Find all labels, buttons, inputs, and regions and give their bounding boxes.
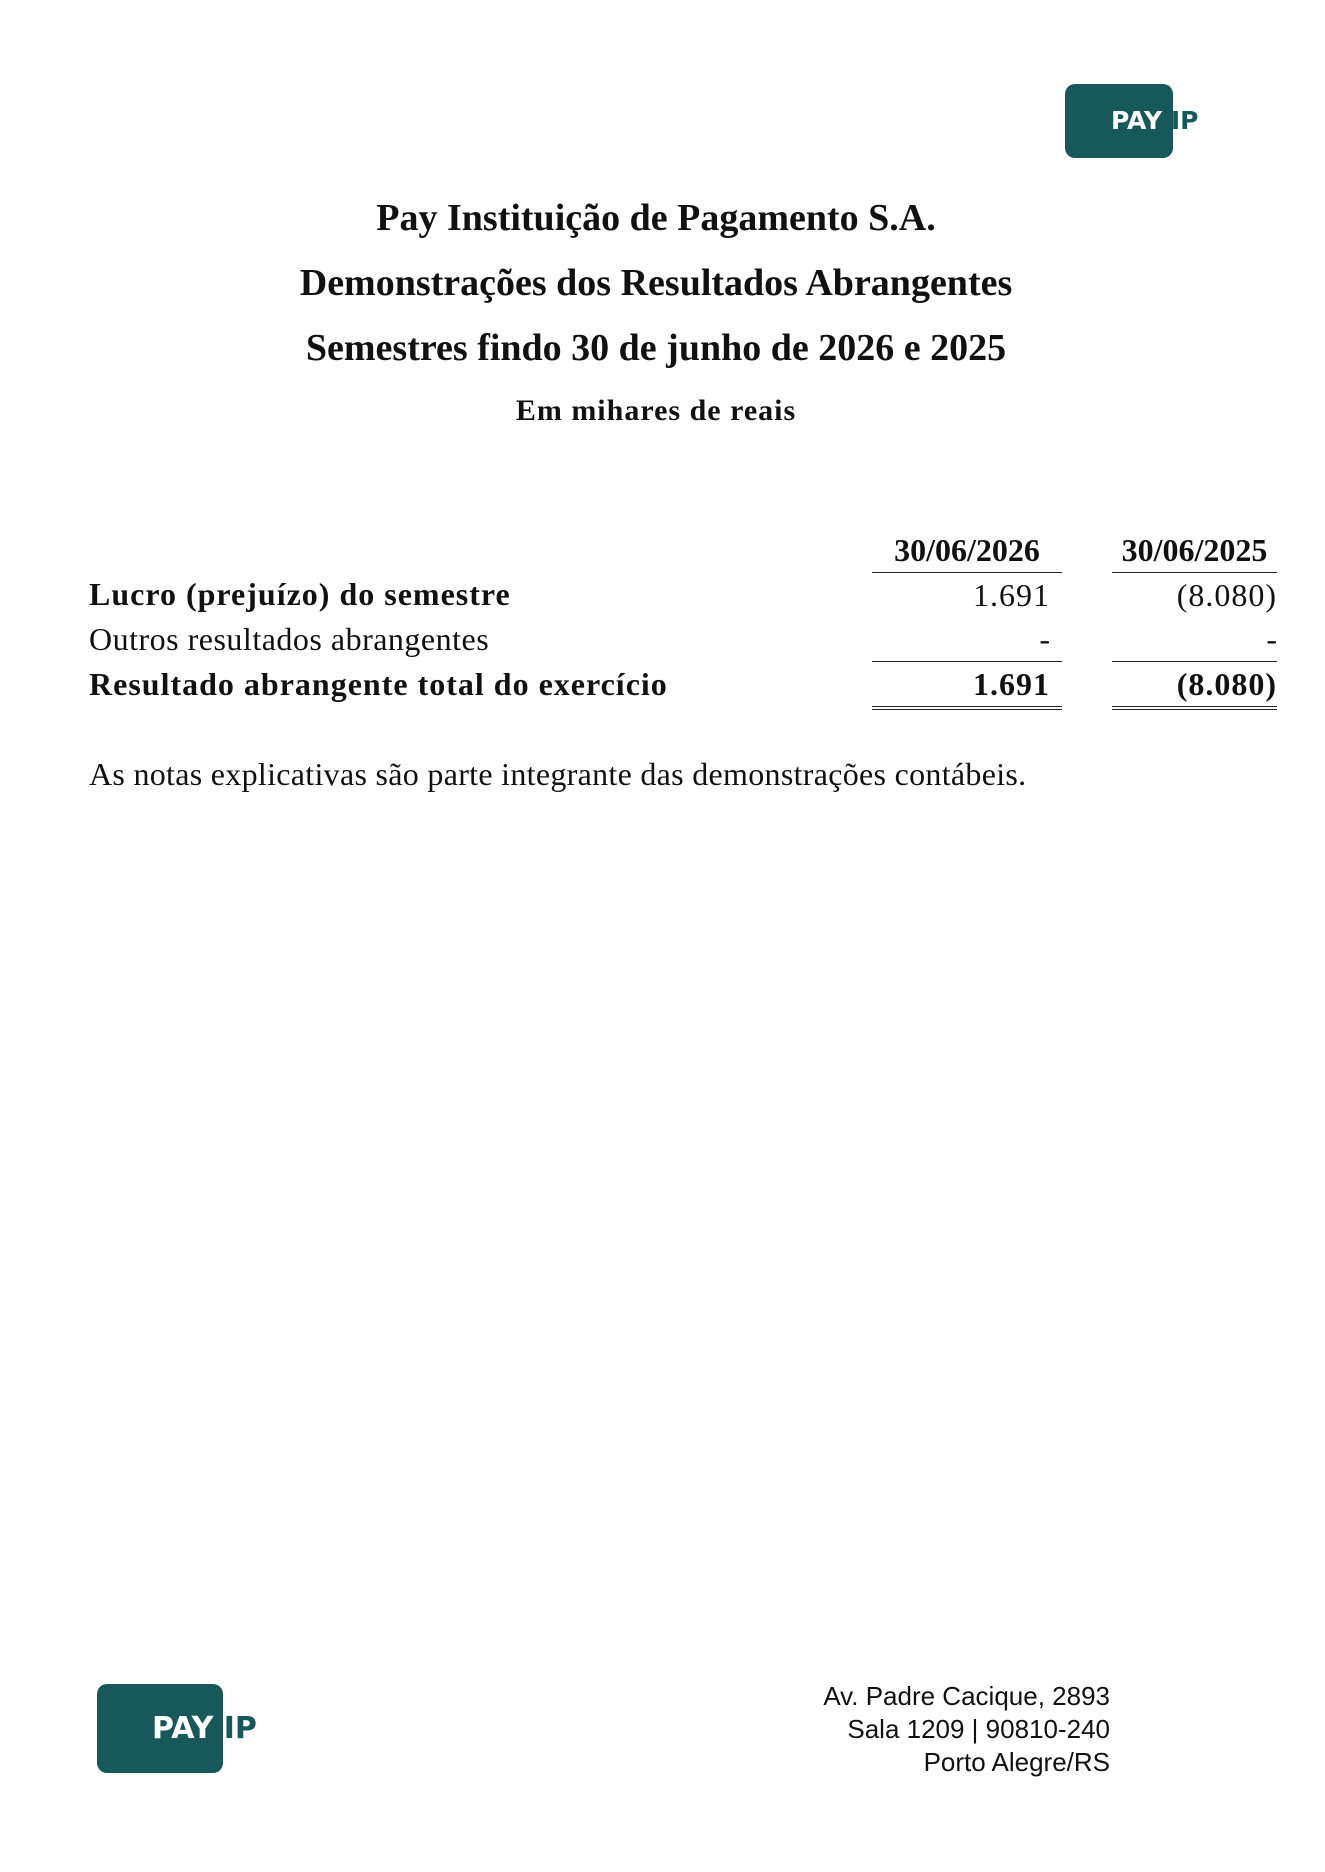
financial-statement-table (89, 528, 1277, 710)
company-address (823, 1680, 1110, 1779)
table-row (89, 662, 1277, 709)
address-line-city: Porto Alegre/RS (923, 1747, 1110, 1777)
row-label-other-comprehensive: Outros resultados abrangentes (89, 620, 490, 657)
value-net-income-2026: 1.691 (973, 576, 1050, 613)
company-name: Pay Instituição de Pagamento S.A. (376, 197, 936, 239)
table-row (89, 617, 1277, 662)
value-total-comprehensive-2025: (8.080) (1112, 662, 1277, 709)
column-header-2026: 30/06/2026 (872, 528, 1062, 573)
logo-pay-text: PAY (1111, 106, 1163, 135)
logo-ip-text: IP (1170, 106, 1199, 135)
payip-logo-top (1065, 84, 1215, 159)
payip-logo-bottom (97, 1684, 277, 1774)
statement-period: Semestres findo 30 de junho de 2026 e 2025 (305, 327, 1007, 369)
column-header-2025: 30/06/2025 (1112, 528, 1277, 573)
logo-wordmark (1111, 106, 1198, 135)
value-total-comprehensive-2026: 1.691 (872, 662, 1062, 709)
address-line-room: Sala 1209 | 90810-240 (847, 1714, 1110, 1744)
logo-pay-text: PAY (152, 1711, 214, 1746)
table-header-row (89, 528, 1277, 573)
statement-units: Em mihares de reais (515, 394, 797, 427)
value-other-comprehensive-2026: - (872, 617, 1062, 662)
value-other-comprehensive-2025: - (1112, 617, 1277, 662)
logo-wordmark (152, 1711, 257, 1746)
row-label-net-income: Lucro (prejuízo) do semestre (89, 576, 511, 613)
row-label-total-comprehensive: Resultado abrangente total do exercício (89, 666, 668, 703)
value-net-income-2025: (8.080) (1176, 576, 1277, 613)
explanatory-notes: As notas explicativas são parte integrante das demonstrações contábeis. (89, 756, 1027, 792)
logo-ip-text: IP (223, 1711, 257, 1746)
address-line-street: Av. Padre Cacique, 2893 (823, 1681, 1110, 1711)
statement-title: Demonstrações dos Resultados Abrangentes (299, 262, 1013, 304)
table-row (89, 573, 1277, 618)
